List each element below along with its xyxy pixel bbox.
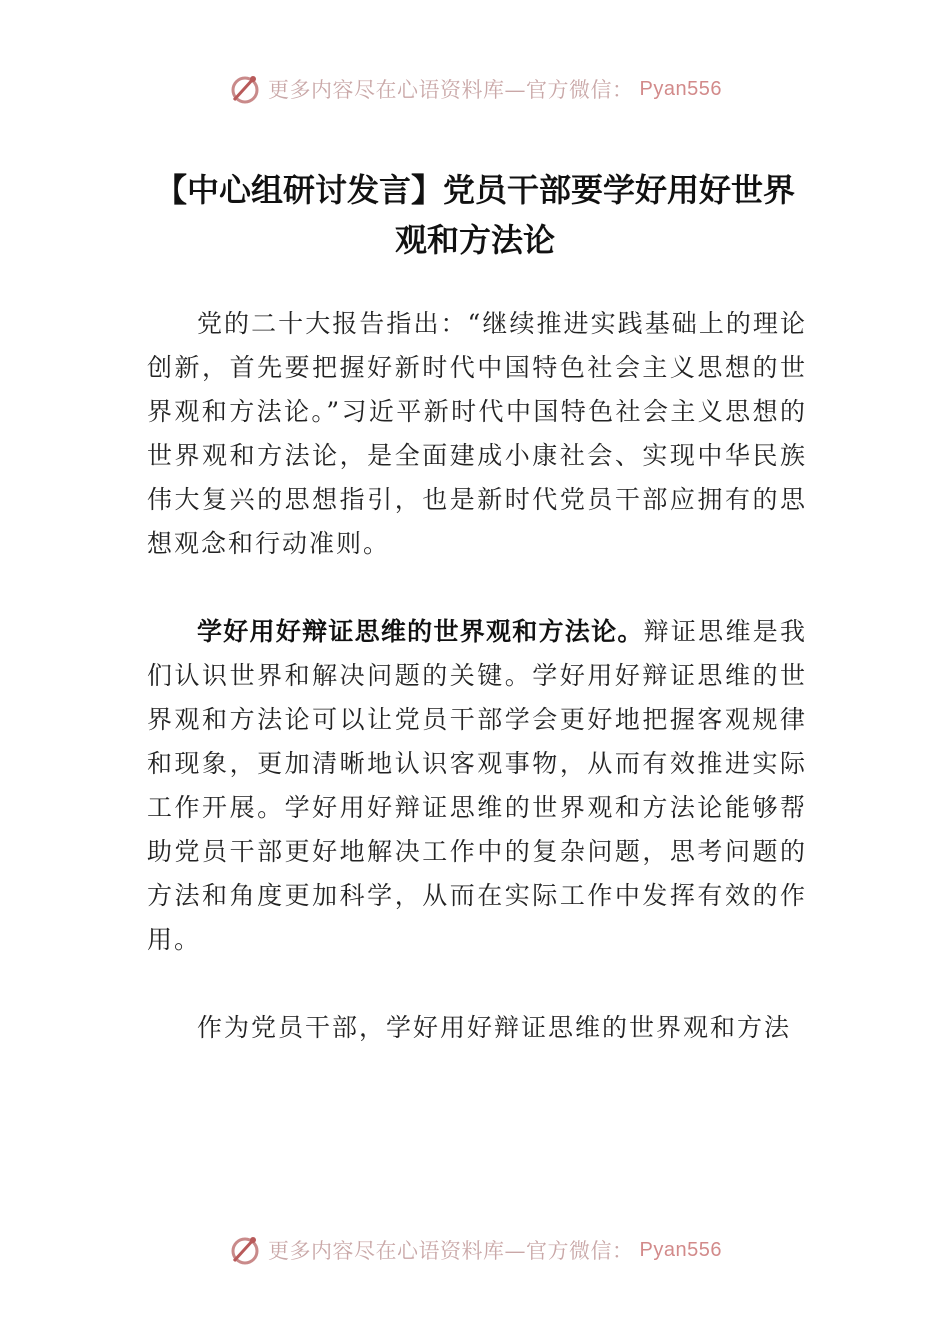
paragraph-1	[147, 302, 807, 566]
paragraph-3	[147, 1006, 807, 1050]
document-body	[147, 302, 807, 1050]
watermark-text: 更多内容尽在心语资料库—官方微信：	[268, 78, 634, 102]
document-title: 【中心组研讨发言】党员干部要学好用好世界观和方法论	[154, 171, 795, 259]
paragraph-3-text: 作为党员干部，学好用好辩证思维的世界观和方法	[197, 1013, 792, 1042]
brush-logo-icon	[228, 1233, 262, 1267]
paragraph-2-text: 辩证思维是我们认识世界和解决问题的关键。学好用好辩证思维的世界观和方法论可以让党员干部学会更好地把握客观规律和现象，更加清晰地认识客观事物，从而有效推进实际工作开展。学好用好辩证思维的世界观和方法论能够帮助党员干部更好地解决工作中的复杂问题，思考问题的方法和角度更加科学，从而在实际工作中发挥有效的作用。	[147, 617, 807, 954]
watermark-wechat-id: Pyan556	[639, 77, 722, 100]
footer-watermark	[0, 1233, 950, 1267]
paragraph-2-lead: 学好用好辩证思维的世界观和方法论。	[197, 617, 644, 646]
paragraph-1-text: 党的二十大报告指出：“继续推进实践基础上的理论创新，首先要把握好新时代中国特色社会主义思想的世界观和方法论。”习近平新时代中国特色社会主义思想的世界观和方法论，是全面建成小康社会、实现中华民族伟大复兴的思想指引，也是新时代党员干部应拥有的思想观念和行动准则。	[147, 309, 807, 558]
header-watermark	[0, 72, 950, 106]
watermark-text: 更多内容尽在心语资料库—官方微信：	[268, 1239, 634, 1263]
brush-logo-icon	[228, 72, 262, 106]
watermark-wechat-id: Pyan556	[639, 1238, 722, 1261]
paragraph-2	[147, 610, 807, 962]
